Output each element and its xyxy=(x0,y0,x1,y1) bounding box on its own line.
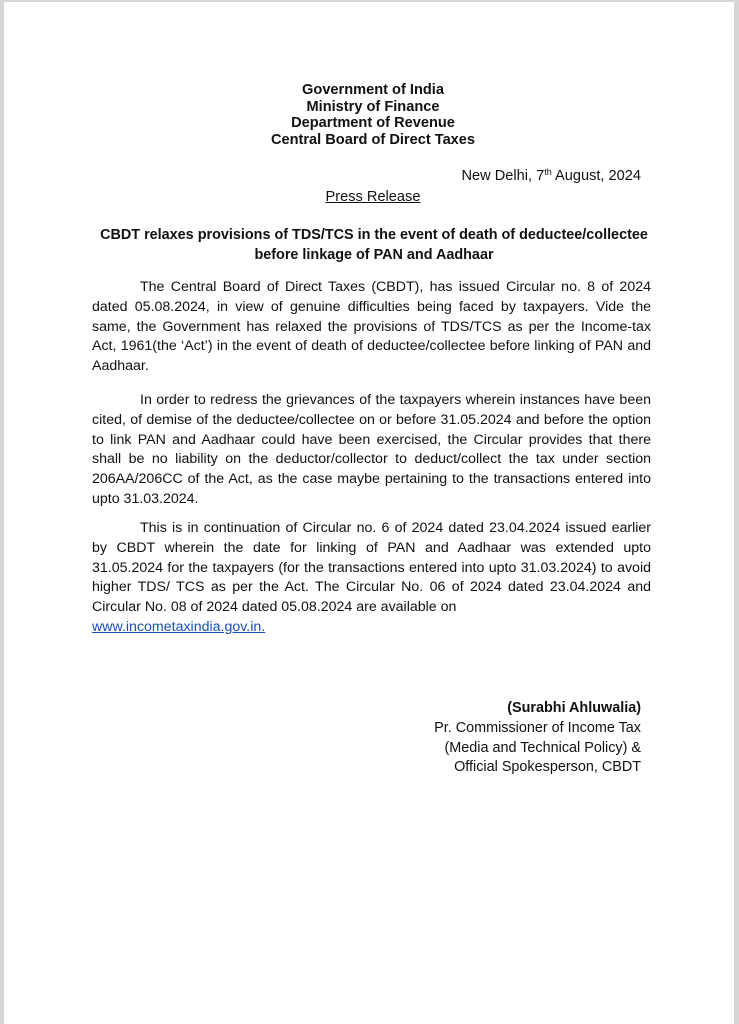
paragraph-2 xyxy=(92,391,651,510)
dateline xyxy=(461,168,641,184)
document-page xyxy=(4,2,734,1024)
signatory-designation-2: (Media and Technical Policy) & xyxy=(444,739,641,756)
incometaxindia-link[interactable]: www.incometaxindia.gov.in. xyxy=(92,618,266,635)
signatory-designation-3: Official Spokesperson, CBDT xyxy=(454,759,641,776)
letterhead xyxy=(4,82,739,148)
paragraph-3-text: This is in continuation of Circular no. 6 of 2024 dated 23.04.2024 issued earlier by CBDT wherein the date for linking of PAN and Aadhaar was extended upto 31.05.2024 for the taxpayers (for the transactions entered into upto 31.03.2024) to avoid higher TDS/ TCS as per the Act. The Circular No. 06 of 2024 dated 23.04.2024 and Circular No. 08 of 2024 dated 05.08.2024 are available on xyxy=(92,520,651,616)
signatory-name: (Surabhi Ahluwalia) xyxy=(507,700,641,716)
letterhead-line-ministry: Ministry of Finance xyxy=(306,98,440,115)
letterhead-line-department: Department of Revenue xyxy=(291,115,455,131)
signatory-designation-1: Pr. Commissioner of Income Tax xyxy=(434,719,641,736)
paragraph-3 xyxy=(92,519,651,638)
dateline-place-day: New Delhi, 7 xyxy=(461,168,545,184)
paragraph-1-text: The Central Board of Direct Taxes (CBDT), has issued Circular no. 8 of 2024 dated 05.08.2024, in view of genuine difficulties being faced by taxpayers. Vide the same, the Government has relaxed the provisions of TDS/TCS as per the Income-tax Act, 1961(the ‘Act’) in the event of death of deductee/collectee before linking of PAN and Aadhaar. xyxy=(92,279,651,375)
letterhead-line-board: Central Board of Direct Taxes xyxy=(270,131,476,148)
dateline-month-year: August, 2024 xyxy=(551,168,641,184)
letterhead-line-government: Government of India xyxy=(302,82,444,98)
signature-block xyxy=(434,699,641,778)
paragraph-2-text: In order to redress the grievances of the taxpayers wherein instances have been cited, of demise of the deductee/collectee on or before 31.05.2024 and before the option to link PAN and Aadhaar could have been exercised, the Circular provides that there shall be no liability on the deductor/collector to deduct/collect the tax under section 206AA/206CC of the Act, as the case maybe pertaining to the transactions entered into upto 31.03.2024. xyxy=(92,392,651,507)
document-title: CBDT relaxes provisions of TDS/TCS in the event of death of deductee/collectee before linkage of PAN and Aadhaar xyxy=(100,227,648,263)
dateline-day-suffix: th xyxy=(544,167,552,177)
press-release-label: Press Release xyxy=(325,189,421,205)
paragraph-1 xyxy=(92,278,651,377)
